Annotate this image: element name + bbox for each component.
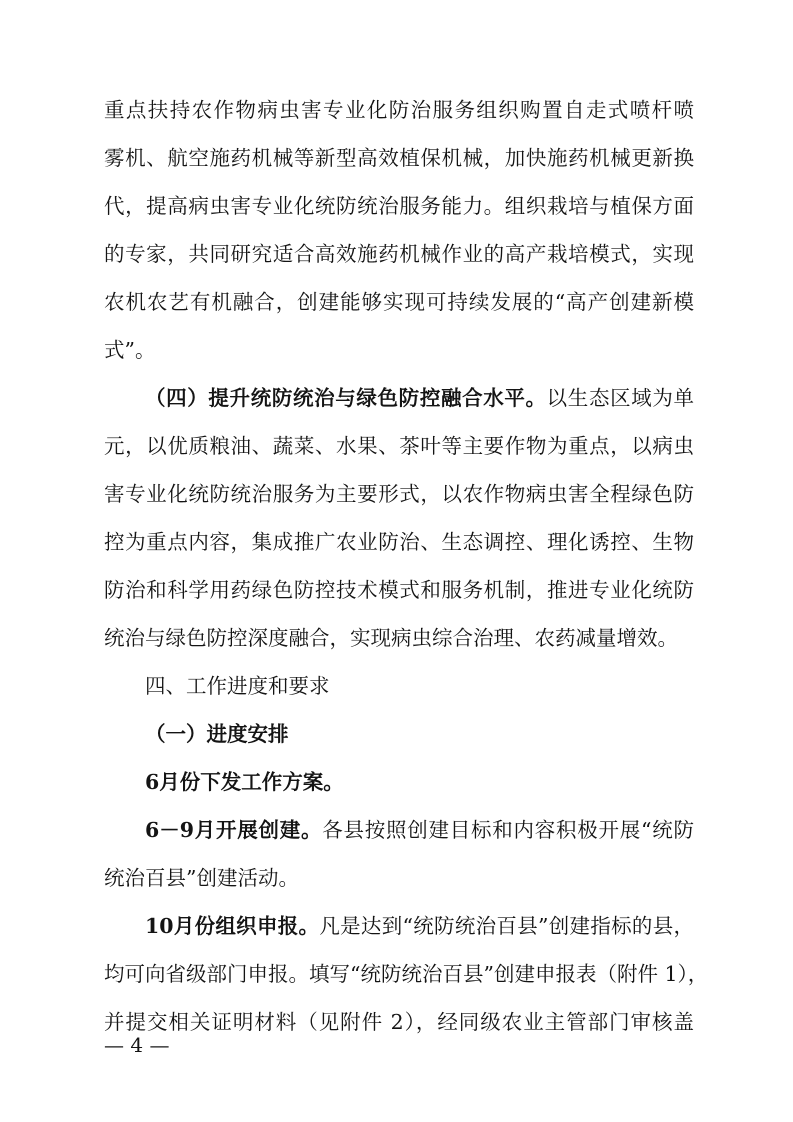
paragraph-2-line-3: 害专业化统防统治服务为主要形式，以农作物病虫害全程绿色防 [104, 482, 694, 506]
subsection-heading: （一）进度安排 [145, 722, 289, 746]
schedule-october-line-1 [145, 906, 694, 946]
schedule-june-sept-title: 6－9月开展创建。 [145, 818, 323, 842]
schedule-october-title: 10月份组织申报。 [145, 914, 320, 938]
paragraph-2-line-6: 统治与绿色防控深度融合，实现病虫综合治理、农药减量增效。 [104, 626, 678, 650]
paragraph-1-line-3: 代，提高病虫害专业化统防统治服务能力。组织栽培与植保方面 [104, 194, 694, 218]
paragraph-1-line-2: 雾机、航空施药机械等新型高效植保机械，加快施药机械更新换 [104, 146, 694, 170]
schedule-october-line-3: 并提交相关证明材料（见附件 2），经同级农业主管部门审核盖 [104, 1010, 694, 1034]
schedule-june-sept-line-2: 统治百县”创建活动。 [104, 866, 299, 890]
section-4-heading-inline: （四）提升统防统治与绿色防控融合水平。 [145, 386, 547, 410]
paragraph-1-line-6: 式”。 [104, 338, 156, 362]
paragraph-2-line-4: 控为重点内容，集成推广农业防治、生态调控、理化诱控、生物 [104, 530, 694, 554]
paragraph-2-line-5: 防治和科学用药绿色防控技术模式和服务机制，推进专业化统防 [104, 578, 694, 602]
paragraph-1-line-4: 的专家，共同研究适合高效施药机械作业的高产栽培模式，实现 [104, 242, 694, 266]
schedule-june-sept-text: 各县按照创建目标和内容积极开展“统防 [322, 818, 694, 842]
page-number: — 4 — [104, 1033, 170, 1057]
paragraph-1-line-5: 农机农艺有机融合，创建能够实现可持续发展的“高产创建新模 [104, 290, 694, 314]
schedule-october-line-2: 均可向省级部门申报。填写“统防统治百县”创建申报表（附件 1）， [104, 962, 709, 986]
paragraph-2-line-1-text: 以生态区域为单 [546, 386, 695, 410]
schedule-june: 6月份下发工作方案。 [145, 770, 344, 794]
paragraph-2-line-1 [145, 378, 694, 418]
section-heading: 四、工作进度和要求 [145, 674, 330, 698]
paragraph-1-line-1: 重点扶持农作物病虫害专业化防治服务组织购置自走式喷杆喷 [104, 98, 694, 122]
schedule-june-sept-line-1 [145, 810, 694, 850]
paragraph-2-line-2: 元，以优质粮油、蔬菜、水果、茶叶等主要作物为重点，以病虫 [104, 434, 694, 458]
schedule-october-text: 凡是达到“统防统治百县”创建指标的县， [319, 914, 694, 938]
